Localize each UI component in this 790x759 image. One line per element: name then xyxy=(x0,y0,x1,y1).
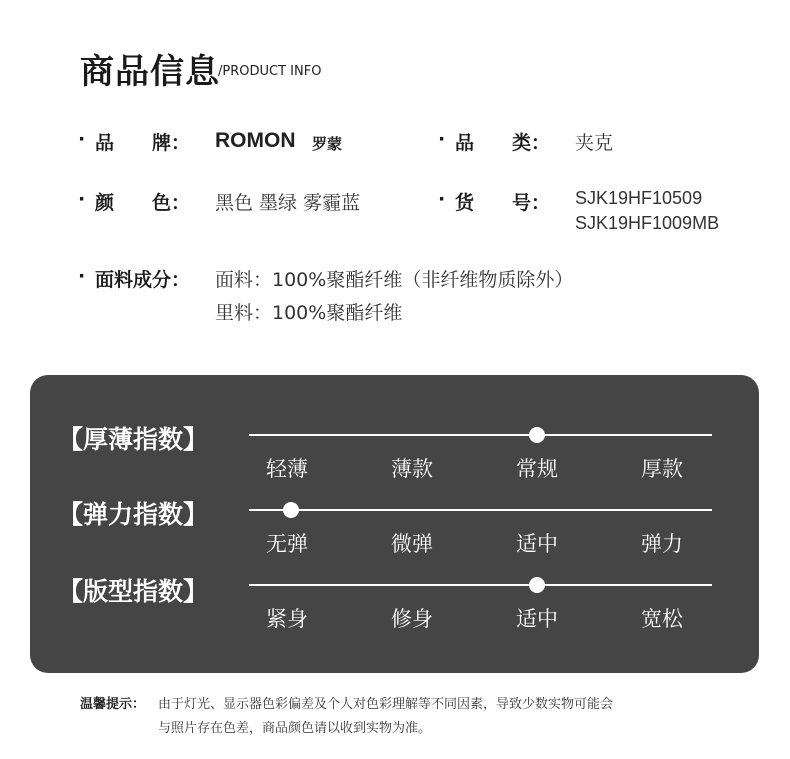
notice-line-1: 由于灯光、显示器色彩偏差及个人对色彩理解等不同因素，导致少数实物可能会 xyxy=(158,697,614,712)
sku-label: 货 号： xyxy=(455,192,551,214)
fit-scale-track xyxy=(249,584,712,586)
page-title: 商品信息 xyxy=(80,52,220,92)
thickness-tick: 常规 xyxy=(516,457,558,481)
page-subtitle: /PRODUCT INFO xyxy=(218,64,322,79)
fit-scale-title: 【版型指数】 xyxy=(58,577,209,606)
elasticity-scale-title: 【弹力指数】 xyxy=(58,500,209,529)
bullet: · xyxy=(438,188,446,210)
elasticity-tick: 适中 xyxy=(516,532,558,556)
category-label: 品 类： xyxy=(455,132,551,154)
thickness-scale-title: 【厚薄指数】 xyxy=(58,425,209,454)
thickness-tick: 薄款 xyxy=(391,457,433,481)
thickness-tick: 厚款 xyxy=(641,457,683,481)
thickness-scale-track xyxy=(249,434,712,436)
thickness-scale-marker xyxy=(529,427,545,443)
notice-line-2: 与照片存在色差，商品颜色请以收到实物为准。 xyxy=(158,721,432,736)
sku-value-2: SJK19HF1009MB xyxy=(575,213,720,233)
elasticity-scale-marker xyxy=(283,502,299,518)
elasticity-tick: 弹力 xyxy=(641,532,683,556)
color-label: 颜 色： xyxy=(95,192,191,214)
color-value: 黑色 墨绿 雾霾蓝 xyxy=(215,192,361,214)
fit-tick: 紧身 xyxy=(266,607,308,631)
fit-tick: 宽松 xyxy=(641,607,683,631)
material-label: 面料成分： xyxy=(95,269,191,291)
bullet: · xyxy=(78,265,86,287)
category-value: 夹克 xyxy=(575,132,614,154)
sku-value-1: SJK19HF10509 xyxy=(575,188,703,208)
bullet: · xyxy=(78,128,86,150)
fit-tick: 修身 xyxy=(391,607,433,631)
fit-tick: 适中 xyxy=(516,607,558,631)
elasticity-tick: 无弹 xyxy=(266,532,308,556)
notice-label: 温馨提示： xyxy=(80,697,146,712)
brand-label: 品 牌： xyxy=(95,132,191,154)
thickness-tick: 轻薄 xyxy=(266,457,308,481)
elasticity-tick: 微弹 xyxy=(391,532,433,556)
material-line-1: 面料：100%聚酯纤维（非纤维物质除外） xyxy=(215,269,574,291)
bullet: · xyxy=(438,128,446,150)
brand-value-en: ROMON xyxy=(215,129,296,152)
material-line-2: 里料：100%聚酯纤维 xyxy=(215,302,403,324)
elasticity-scale-track xyxy=(249,509,712,511)
bullet: · xyxy=(78,188,86,210)
fit-scale-marker xyxy=(529,577,545,593)
brand-value-cn: 罗蒙 xyxy=(312,135,343,153)
